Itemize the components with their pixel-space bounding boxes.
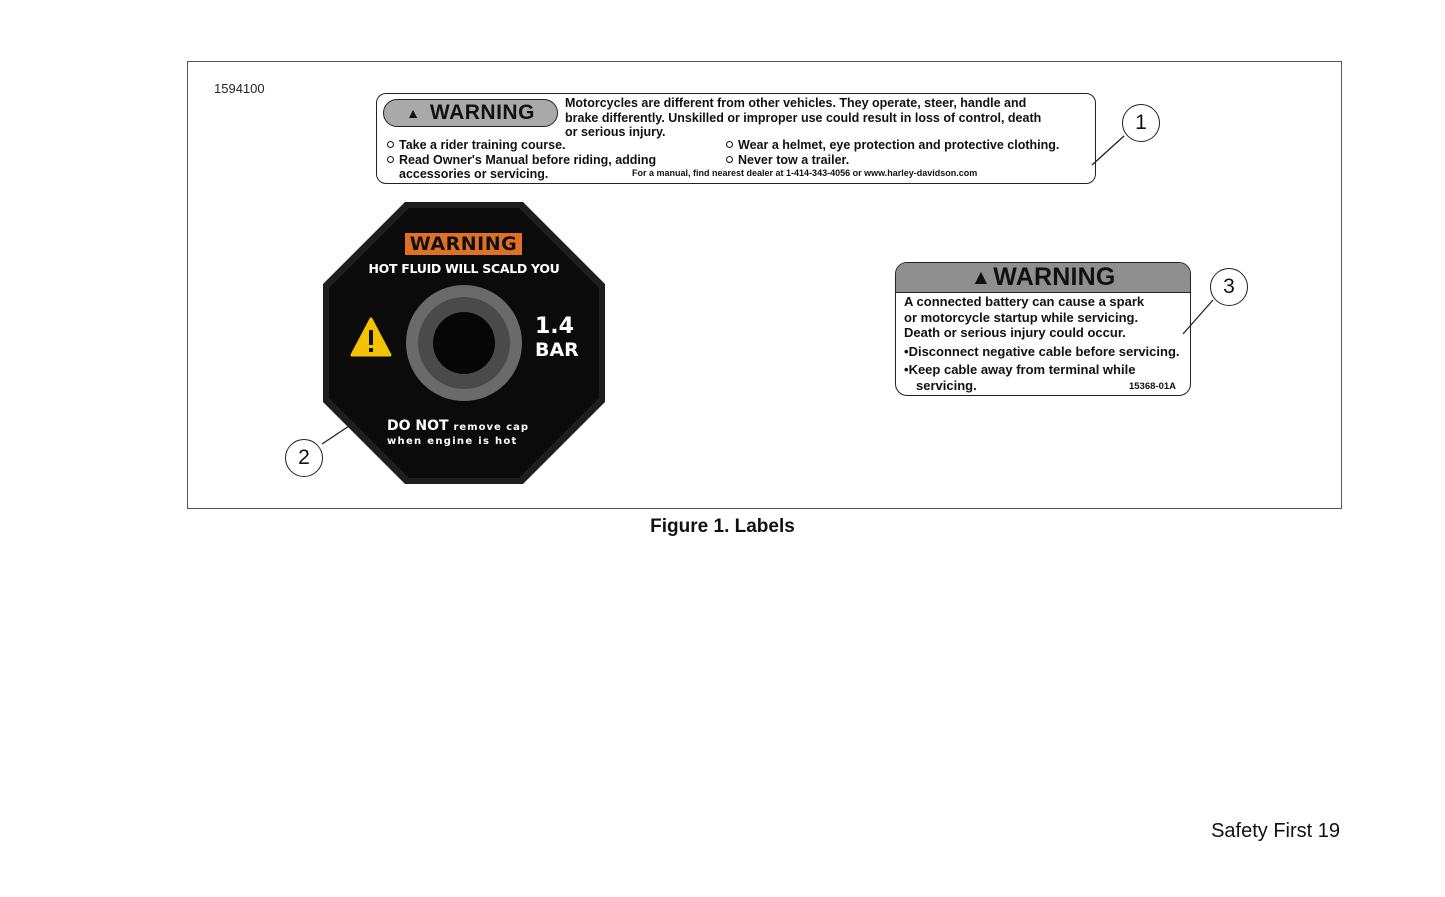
callout-1: 1 [1122, 104, 1160, 142]
battery-warning-body [896, 293, 1190, 393]
battery-label-code: 15368-01A [1128, 381, 1176, 392]
battery-warning-label [895, 262, 1191, 396]
cap-when-text: when engine is hot [387, 436, 518, 447]
cap-pressure-unit: BAR [535, 339, 579, 361]
callout-3: 3 [1210, 268, 1248, 306]
battery-text-line: Death or serious injury could occur. [904, 325, 1126, 340]
rider-bullet [726, 153, 849, 168]
rider-warning-header [383, 99, 558, 127]
cap-do-not-rest: remove cap [453, 422, 530, 433]
bullet-circle-icon [387, 141, 394, 148]
figure-frame [187, 61, 1342, 509]
rider-bullet-text: Read Owner's Manual before riding, adding [399, 152, 657, 167]
callout-2: 2 [285, 439, 323, 477]
cap-warning-header: WARNING [405, 233, 522, 255]
rider-bullet-text: Take a rider training course. [399, 138, 566, 152]
warning-triangle-icon: ▲ [970, 266, 992, 289]
rider-warning-footer: For a manual, find nearest dealer at 1-414-343-4056 or www.harley-davidson.com [632, 168, 978, 178]
warning-triangle-icon: ▲ [406, 105, 420, 121]
battery-warning-header [896, 263, 1190, 293]
cap-do-not-text [387, 418, 537, 434]
figure-caption: Figure 1. Labels [650, 516, 795, 537]
battery-bullet-text: Keep cable away from terminal while [908, 362, 1136, 377]
rider-bullet-text: Never tow a trailer. [738, 152, 850, 167]
rider-bullet [387, 153, 656, 168]
battery-text-line: A connected battery can cause a spark [904, 294, 1145, 309]
rider-bullet-text: Wear a helmet, eye protection and protective clothing. [738, 138, 1060, 152]
rider-warning-title: WARNING [429, 101, 535, 124]
battery-text-line: or motorcycle startup while servicing. [904, 309, 1139, 325]
rider-bullet [726, 138, 1059, 153]
battery-bullet-continued: servicing. [916, 377, 977, 393]
rider-text-line: or serious injury. [565, 125, 666, 140]
rider-text-line: Motorcycles are different from other vehicles. They operate, steer, handle and [565, 96, 1027, 110]
battery-warning-title: WARNING [993, 263, 1116, 291]
radiator-cap-label [323, 202, 605, 484]
cap-pressure-value: 1.4 [535, 314, 574, 339]
bullet-circle-icon [726, 156, 733, 163]
rider-text-line: brake differently. Unskilled or improper use could result in loss of control, death [565, 110, 1042, 125]
battery-bullet-text: Disconnect negative cable before servicing. [908, 343, 1180, 359]
rider-bullet [387, 138, 566, 153]
battery-bullet: •Disconnect negative cable before servicing. [904, 343, 1180, 359]
rider-bullet-continued: accessories or servicing. [399, 167, 549, 182]
battery-bullet: •Keep cable away from terminal while [904, 362, 1136, 377]
rider-warning-text [565, 96, 1090, 140]
page-footer: Safety First 19 [1211, 820, 1340, 842]
bullet-circle-icon [387, 156, 394, 163]
figure-id: 1594100 [214, 81, 265, 96]
rider-warning-label [376, 93, 1096, 184]
cap-do-not-strong: DO NOT [387, 418, 449, 434]
cap-hot-fluid-text: HOT FLUID WILL SCALD YOU [368, 261, 560, 276]
bullet-circle-icon [726, 141, 733, 148]
